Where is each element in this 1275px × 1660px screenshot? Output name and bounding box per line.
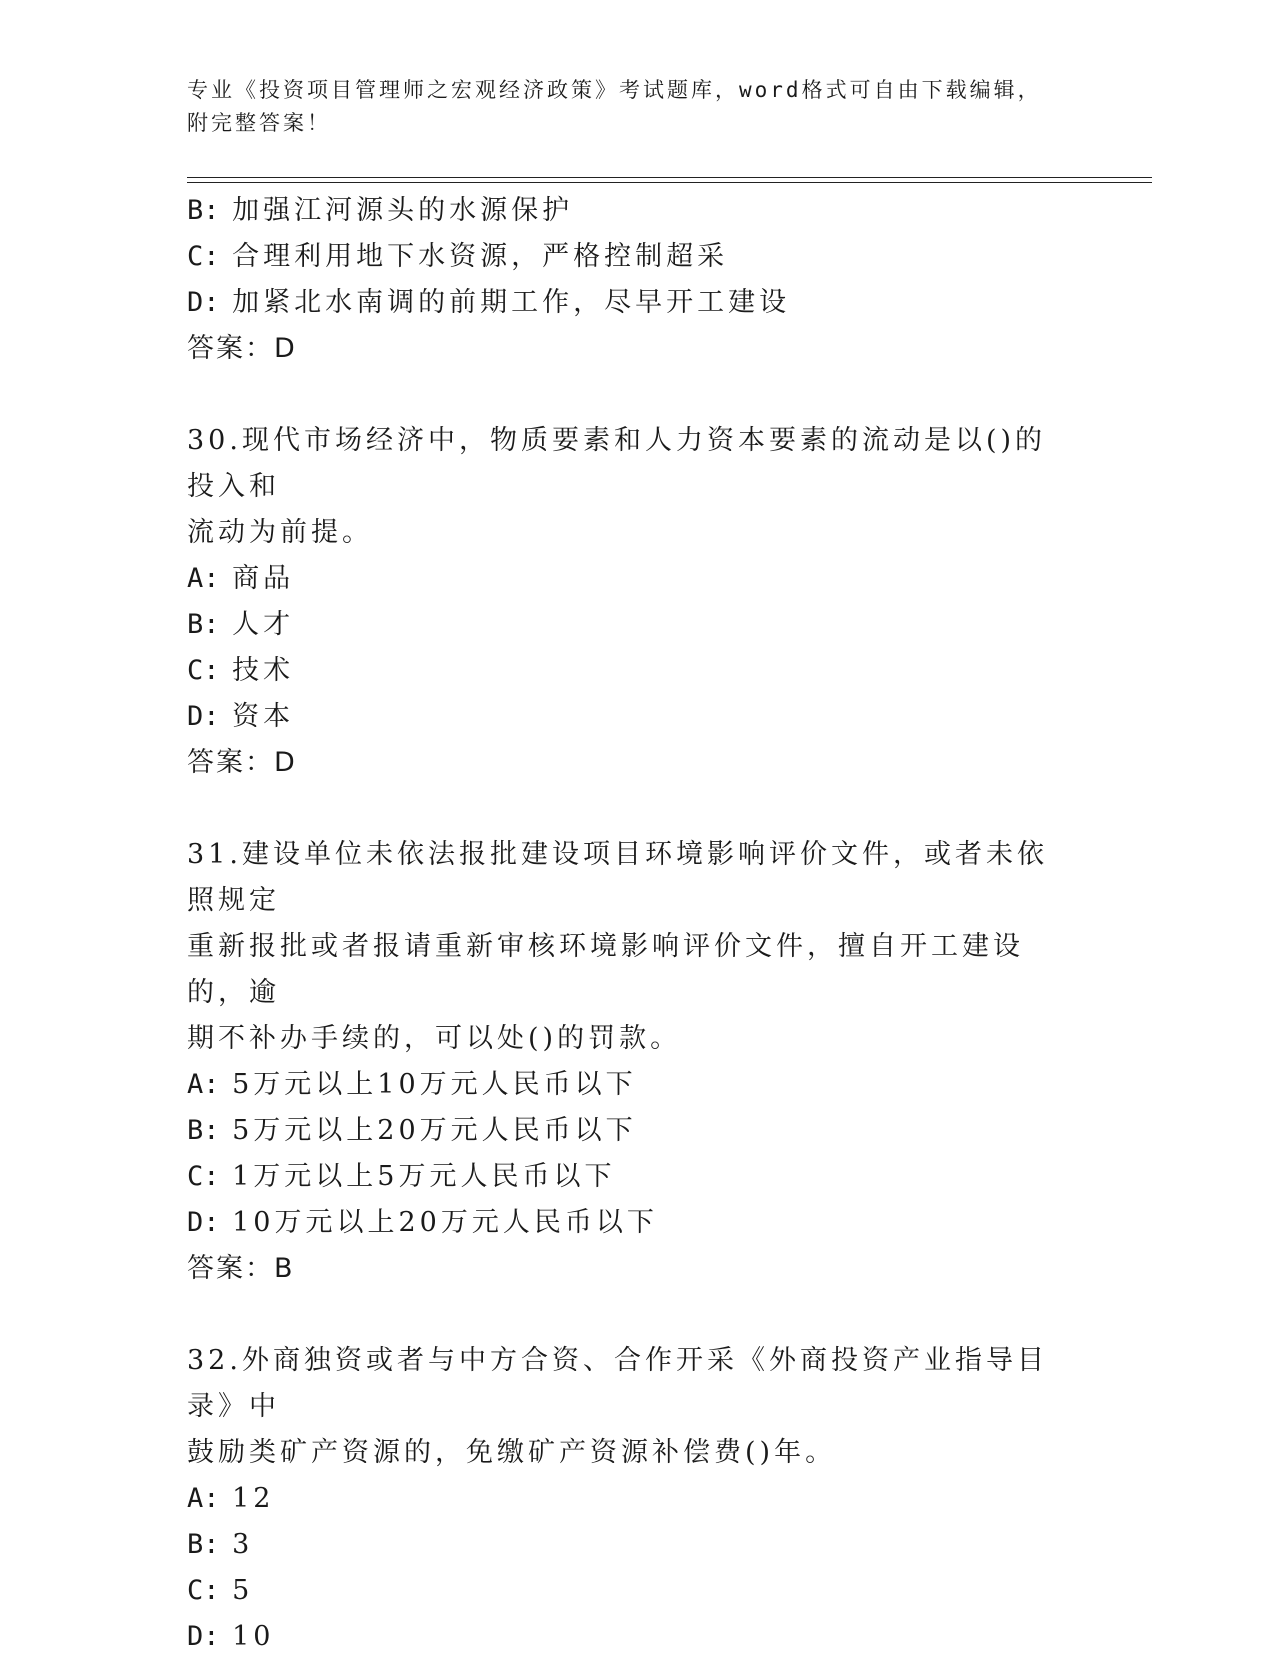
option-c: [187, 1568, 1087, 1614]
option-text: 10万元以上20万元人民币以下: [232, 1207, 658, 1238]
option-d: [187, 280, 1087, 326]
option-text: 合理利用地下水资源，严格控制超采: [232, 241, 729, 272]
question-32: [187, 1338, 1087, 1660]
option-d: [187, 694, 1087, 740]
document-header: [187, 74, 1067, 140]
option-text: 商品: [232, 563, 295, 594]
option-b: [187, 602, 1087, 648]
option-b: [187, 1108, 1087, 1154]
option-letter: D:: [187, 287, 220, 318]
option-c: [187, 1154, 1087, 1200]
option-text: 技术: [232, 655, 295, 686]
answer-line: 答案：D: [187, 747, 297, 778]
option-text: 5万元以上20万元人民币以下: [232, 1115, 637, 1146]
option-letter: C:: [187, 1575, 220, 1606]
header-line-2: 附完整答案！: [187, 111, 331, 135]
question-30: [187, 418, 1087, 786]
option-letter: C:: [187, 1161, 220, 1192]
option-text: 资本: [232, 701, 295, 732]
option-letter: D:: [187, 1207, 220, 1238]
option-c: [187, 648, 1087, 694]
option-a: [187, 556, 1087, 602]
question-31: [187, 832, 1087, 1292]
question-stem-line: 流动为前提。: [187, 517, 373, 548]
question-stem-line: 31.建设单位未依法报批建设项目环境影响评价文件，或者未依照规定: [187, 839, 1048, 916]
option-text: 5: [232, 1575, 254, 1606]
question-stem-line: 30.现代市场经济中，物质要素和人力资本要素的流动是以()的投入和: [187, 425, 1047, 502]
option-letter: A:: [187, 563, 220, 594]
option-b: [187, 1522, 1087, 1568]
option-d: [187, 1614, 1087, 1660]
option-text: 1万元以上5万元人民币以下: [232, 1161, 616, 1192]
option-a: [187, 1062, 1087, 1108]
answer-line: 答案：D: [187, 333, 297, 364]
header-line-1: 专业《投资项目管理师之宏观经济政策》考试题库，word格式可自由下载编辑，: [187, 78, 1042, 102]
option-letter: C:: [187, 655, 220, 686]
question-stem-line: 32.外商独资或者与中方合资、合作开采《外商投资产业指导目录》中: [187, 1345, 1048, 1422]
option-letter: B:: [187, 195, 220, 226]
option-letter: D:: [187, 1621, 220, 1652]
header-divider-top: [187, 177, 1152, 178]
option-text: 5万元以上10万元人民币以下: [232, 1069, 637, 1100]
option-letter: B:: [187, 1115, 220, 1146]
option-letter: B:: [187, 609, 220, 640]
question-stem-line: 鼓励类矿产资源的，免缴矿产资源补偿费()年。: [187, 1437, 837, 1468]
option-d: [187, 1200, 1087, 1246]
option-letter: A:: [187, 1483, 220, 1514]
option-b: [187, 188, 1087, 234]
option-text: 3: [232, 1529, 254, 1560]
question-stem-line: 重新报批或者报请重新审核环境影响评价文件，擅自开工建设的，逾: [187, 931, 1024, 1008]
option-text: 加紧北水南调的前期工作，尽早开工建设: [232, 287, 791, 318]
header-divider-bottom: [187, 182, 1152, 183]
option-text: 人才: [232, 609, 295, 640]
question-stem-line: 期不补办手续的，可以处()的罚款。: [187, 1023, 682, 1054]
option-c: [187, 234, 1087, 280]
option-text: 加强江河源头的水源保护: [232, 195, 574, 226]
option-letter: C:: [187, 241, 220, 272]
answer-line: 答案：B: [187, 1253, 295, 1284]
option-letter: D:: [187, 701, 220, 732]
option-a: [187, 1476, 1087, 1522]
question-content: [187, 188, 1087, 1660]
option-text: 12: [232, 1483, 275, 1514]
option-letter: B:: [187, 1529, 220, 1560]
prev-question-block: [187, 188, 1087, 372]
option-letter: A:: [187, 1069, 220, 1100]
option-text: 10: [232, 1621, 275, 1652]
